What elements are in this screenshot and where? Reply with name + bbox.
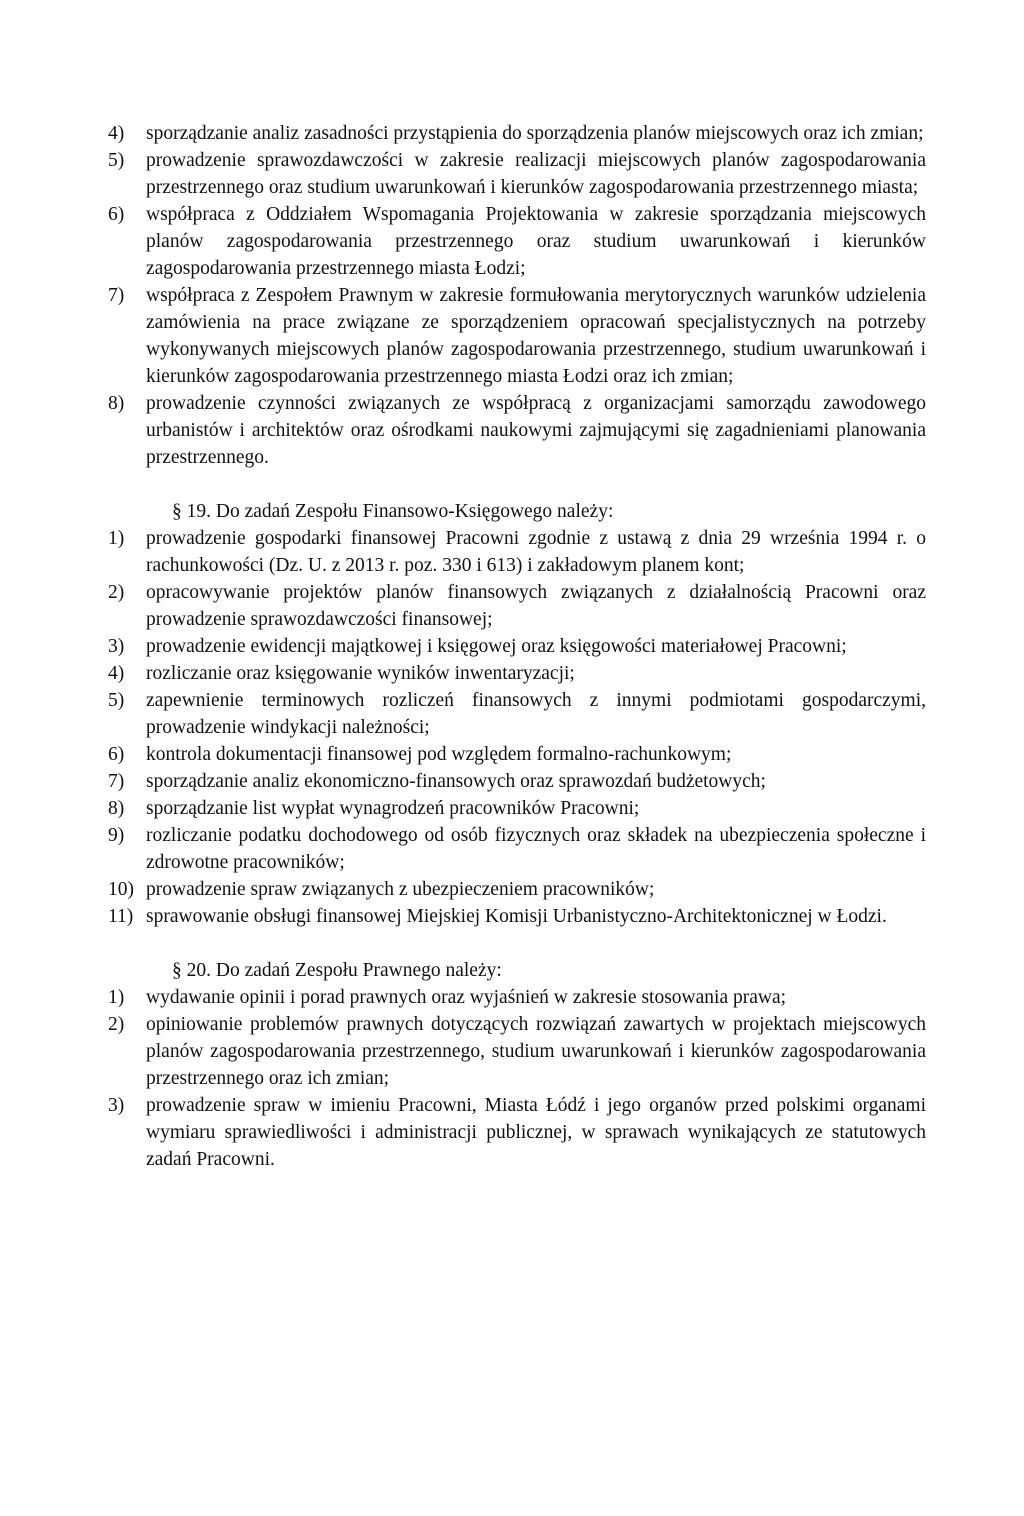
item-number: 4) bbox=[108, 663, 125, 684]
spacer bbox=[108, 471, 926, 498]
item-text: opracowywanie projektów planów finansowych związanych z działalnością Pracowni oraz prowadzenie sprawozdawczości finansowej; bbox=[146, 582, 926, 630]
item-number: 11) bbox=[108, 906, 134, 927]
item-number: 7) bbox=[108, 285, 125, 306]
item-number: 9) bbox=[108, 825, 125, 846]
item-text: prowadzenie sprawozdawczości w zakresie realizacji miejscowych planów zagospodarowania przestrzennego oraz studium uwarunkowań i kierunków zagospodarowania przestrzennego miasta; bbox=[146, 150, 926, 198]
list-item bbox=[108, 768, 926, 795]
item-text: rozliczanie podatku dochodowego od osób fizycznych oraz składek na ubezpieczenia społeczne i zdrowotne pracowników; bbox=[146, 825, 926, 873]
item-number: 1) bbox=[108, 987, 125, 1008]
item-number: 2) bbox=[108, 582, 125, 603]
list-item bbox=[108, 579, 926, 633]
item-text: prowadzenie ewidencji majątkowej i księgowej oraz księgowości materiałowej Pracowni; bbox=[146, 636, 847, 657]
item-text: zapewnienie terminowych rozliczeń finansowych z innymi podmiotami gospodarczymi, prowadzenie windykacji należności; bbox=[146, 690, 926, 738]
item-number: 10) bbox=[108, 879, 134, 900]
item-text: sporządzanie list wypłat wynagrodzeń pracowników Pracowni; bbox=[146, 798, 640, 819]
item-number: 1) bbox=[108, 528, 125, 549]
item-number: 5) bbox=[108, 690, 125, 711]
list-item bbox=[108, 390, 926, 471]
list-item bbox=[108, 876, 926, 903]
item-text: prowadzenie gospodarki finansowej Pracowni zgodnie z ustawą z dnia 29 września 1994 r. o rachunkowości (Dz. U. z 2013 r. poz. 330 i 613) i zakładowym planem kont; bbox=[146, 528, 926, 576]
document-content bbox=[108, 120, 926, 1173]
list-item bbox=[108, 1092, 926, 1173]
list-item bbox=[108, 147, 926, 201]
item-number: 6) bbox=[108, 204, 125, 225]
list-item bbox=[108, 525, 926, 579]
list-item bbox=[108, 282, 926, 390]
item-number: 4) bbox=[108, 123, 125, 144]
item-number: 6) bbox=[108, 744, 125, 765]
list-item bbox=[108, 903, 926, 930]
item-text: opiniowanie problemów prawnych dotyczących rozwiązań zawartych w projektach miejscowych planów zagospodarowania przestrzennego, studium uwarunkowań i kierunków zagospodarowania przestrzennego oraz ich zmian; bbox=[146, 1014, 926, 1089]
list-item bbox=[108, 741, 926, 768]
list-item bbox=[108, 984, 926, 1011]
item-text: prowadzenie czynności związanych ze współpracą z organizacjami samorządu zawodowego urbanistów i architektów oraz ośrodkami naukowymi zajmującymi się zagadnieniami planowania przestrzennego. bbox=[146, 393, 926, 468]
item-text: sporządzanie analiz ekonomiczno-finansowych oraz sprawozdań budżetowych; bbox=[146, 771, 766, 792]
list-item bbox=[108, 660, 926, 687]
item-text: sprawowanie obsługi finansowej Miejskiej Komisji Urbanistyczno-Architektonicznej w Łodzi. bbox=[146, 906, 887, 927]
list-item bbox=[108, 201, 926, 282]
item-number: 8) bbox=[108, 393, 125, 414]
item-text: wydawanie opinii i porad prawnych oraz wyjaśnień w zakresie stosowania prawa; bbox=[146, 987, 787, 1008]
list-section-19 bbox=[108, 525, 926, 930]
item-number: 3) bbox=[108, 636, 125, 657]
item-number: 2) bbox=[108, 1014, 125, 1035]
section-20-heading: § 20. Do zadań Zespołu Prawnego należy: bbox=[172, 960, 502, 981]
section-19-heading: § 19. Do zadań Zespołu Finansowo-Księgowego należy: bbox=[172, 501, 614, 522]
item-text: prowadzenie spraw w imieniu Pracowni, Miasta Łódź i jego organów przed polskimi organami wymiaru sprawiedliwości i administracji publicznej, w sprawach wynikających ze statutowych zadań Pracowni. bbox=[146, 1095, 926, 1170]
item-number: 5) bbox=[108, 150, 125, 171]
item-text: sporządzanie analiz zasadności przystąpienia do sporządzenia planów miejscowych oraz ich zmian; bbox=[146, 123, 924, 144]
list-item bbox=[108, 687, 926, 741]
item-number: 8) bbox=[108, 798, 125, 819]
item-text: rozliczanie oraz księgowanie wyników inwentaryzacji; bbox=[146, 663, 575, 684]
list-item bbox=[108, 1011, 926, 1092]
item-number: 7) bbox=[108, 771, 125, 792]
item-text: prowadzenie spraw związanych z ubezpieczeniem pracowników; bbox=[146, 879, 655, 900]
list-item bbox=[108, 120, 926, 147]
item-number: 3) bbox=[108, 1095, 125, 1116]
item-text: współpraca z Zespołem Prawnym w zakresie formułowania merytorycznych warunków udzielenia zamówienia na prace związane ze sporządzeniem opracowań specjalistycznych na potrzeby wykonywanych miejscowych planów zagospodarowania przestrzennego, studium uwarunkowań i kierunków zagospodarowania przestrzennego miasta Łodzi oraz ich zmian; bbox=[146, 285, 926, 387]
list-part1 bbox=[108, 120, 926, 471]
list-item bbox=[108, 822, 926, 876]
list-section-20 bbox=[108, 984, 926, 1173]
spacer bbox=[108, 930, 926, 957]
list-item bbox=[108, 795, 926, 822]
item-text: kontrola dokumentacji finansowej pod względem formalno-rachunkowym; bbox=[146, 744, 732, 765]
list-item bbox=[108, 633, 926, 660]
item-text: współpraca z Oddziałem Wspomagania Projektowania w zakresie sporządzania miejscowych planów zagospodarowania przestrzennego oraz studium uwarunkowań i kierunków zagospodarowania przestrzennego miasta Łodzi; bbox=[146, 204, 926, 279]
